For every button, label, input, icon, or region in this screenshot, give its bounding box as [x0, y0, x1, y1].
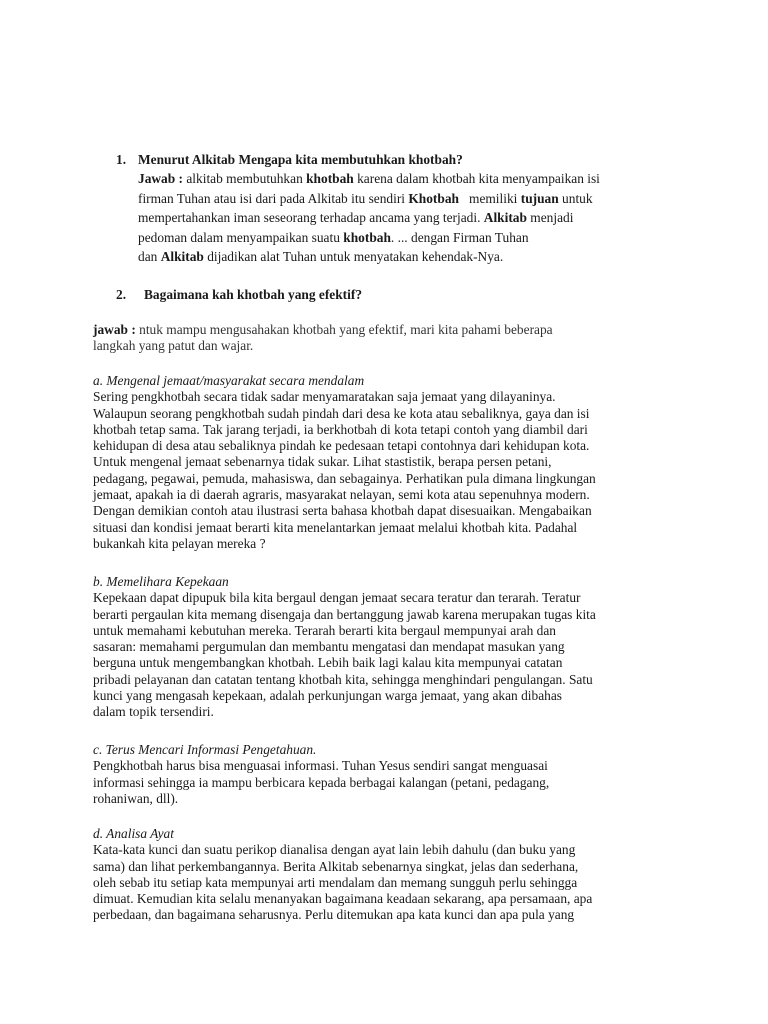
text: untuk: [558, 190, 593, 206]
paragraph-line: Kata-kata kunci dan suatu perikop dianalisa dengan ayat lain lebih dahulu (dan buku yang: [93, 842, 576, 858]
question-title: Bagaimana kah khotbah yang efektif?: [144, 287, 363, 302]
text: karena dalam khotbah kita menyampaikan isi: [353, 171, 600, 186]
paragraph-line: pribadi pelayanan dan catatan tentang khotbah kita, sehingga menghindari pengulangan. Satu: [93, 671, 593, 687]
section-heading: c. Terus Mencari Informasi Pengetahuan.: [93, 742, 317, 757]
section-body: [93, 389, 693, 552]
answer-line: [138, 208, 678, 228]
section-c: [93, 742, 693, 807]
answer-line: [138, 228, 678, 248]
paragraph-line: kehidupan di desa atau sebaliknya pindah ke pedesaan tetapi contohnya dari kehidupan kota.: [93, 438, 590, 454]
paragraph-line: berarti pergaulan kita memang disengaja dan bertanggung jawab karena merupakan tugas kita: [93, 606, 596, 622]
answer-label: Jawab :: [138, 171, 184, 186]
answer-1: [138, 169, 678, 267]
bold-term: Khotbah: [408, 190, 459, 206]
section-b: [93, 574, 693, 721]
paragraph-line: Untuk mengenal jemaat sebenarnya tidak sukar. Lihat stastistik, berapa persen petani,: [93, 454, 552, 470]
answer-2-intro: [93, 322, 693, 355]
paragraph-line: dalam topik tersendiri.: [93, 704, 214, 720]
answer-label: jawab :: [93, 322, 136, 337]
section-d: [93, 826, 693, 924]
paragraph-line: khotbah tetap sama. Tak jarang terjadi, ia berkhotbah di kota tetapi contoh yang diambil dari: [93, 421, 588, 437]
paragraph-line: Pengkhotbah harus bisa menguasai informasi. Tuhan Yesus sendiri sangat menguasai: [93, 758, 548, 774]
paragraph-line: bukankah kita pelayan mereka ?: [93, 535, 266, 551]
text: menjadi: [526, 210, 574, 225]
paragraph-line: dimuat. Kemudian kita selalu menanyakan bagaimana keadaan sekarang, apa persamaan, apa: [93, 891, 593, 907]
bold-term: khotbah: [343, 229, 391, 245]
question-number: 1.: [116, 152, 127, 167]
intro-line: [93, 322, 693, 338]
text: alkitab membutuhkan: [183, 171, 307, 186]
text: mempertahankan iman seseorang terhadap ancama yang terjadi.: [138, 210, 484, 225]
paragraph-line: untuk memahami kebutuhan mereka. Terarah berarti kita bergaul mempunyai arah dan: [93, 622, 556, 638]
paragraph-line: situasi dan kondisi jemaat berarti kita menelantarkan jemaat melalui khotbah kita. Padahal: [93, 519, 578, 535]
paragraph-line: Dengan demikian contoh atau ilustrasi serta bahasa khotbah dapat disesuaikan. Mengabaikan: [93, 503, 592, 519]
section-a: [93, 373, 693, 552]
paragraph-line: kunci yang mengasah kepekaan, adalah perkunjungan warga jemaat, yang akan dibahas: [93, 688, 562, 704]
paragraph-line: informasi sehingga ia mampu berbicara kepada berbagai kalangan (petani, pedagang,: [93, 774, 550, 790]
text: dijadikan alat Tuhan untuk menyatakan kehendak-Nya.: [203, 249, 504, 264]
paragraph-line: Kepekaan dapat dipupuk bila kita bergaul dengan jemaat secara teratur dan terarah. Teratur: [93, 590, 581, 606]
section-heading: b. Memelihara Kepekaan: [93, 574, 229, 589]
section-body: [93, 758, 693, 807]
answer-line: [138, 189, 678, 209]
text: pedoman dalam menyampaikan suatu: [138, 229, 344, 245]
section-heading: d. Analisa Ayat: [93, 826, 174, 841]
paragraph-line: sama) dan lihat perkembangannya. Berita Alkitab sebenarnya singkat, jelas dan sederhana,: [93, 858, 579, 874]
intro-line: langkah yang patut dan wajar.: [93, 338, 254, 354]
paragraph-line: jemaat, apakah ia di daerah agraris, masyarakat nelayan, semi kota atau sepenuhnya modern.: [93, 487, 590, 503]
section-heading: a. Mengenal jemaat/masyarakat secara mendalam: [93, 373, 365, 388]
paragraph-line: berguna untuk mengembangkan khotbah. Lebih baik lagi kalau kita mempunyai catatan: [93, 655, 563, 671]
paragraph-line: pedagang, pegawai, pemuda, mahasiswa, dan sebagainya. Perhatikan pula dimana lingkungan: [93, 470, 596, 486]
text: firman Tuhan atau isi dari pada Alkitab itu sendiri: [138, 190, 409, 206]
question-number: 2.: [116, 287, 127, 302]
paragraph-line: oleh sebab itu setiap kata mempunyai arti mendalam dan memang sungguh perlu sehingga: [93, 874, 578, 890]
paragraph-line: Walaupun seorang pengkhotbah sudah pindah dari desa ke kota atau sebaliknya, gaya dan isi: [93, 405, 590, 421]
text: memiliki: [458, 190, 521, 206]
bold-term: khotbah: [306, 171, 354, 186]
answer-line: [138, 169, 678, 189]
text: ntuk mampu mengusahakan khotbah yang efektif, mari kita pahami beberapa: [135, 322, 553, 337]
question-title: Menurut Alkitab Mengapa kita membutuhkan khotbah?: [138, 152, 463, 167]
paragraph-line: Sering pengkhotbah secara tidak sadar menyamaratakan saja jemaat yang dilayaninya.: [93, 389, 556, 405]
text: dan: [138, 249, 161, 264]
section-body: [93, 590, 693, 720]
section-body: [93, 842, 693, 923]
bold-term: Alkitab: [160, 249, 204, 264]
bold-term: tujuan: [520, 190, 559, 206]
paragraph-line: perbedaan, dan bagaimana seharusnya. Perlu ditemukan apa kata kunci dan apa pula yang: [93, 907, 575, 923]
paragraph-line: rohaniwan, dll).: [93, 790, 179, 806]
text: . ... dengan Firman Tuhan: [390, 229, 529, 245]
answer-line: [138, 247, 678, 267]
bold-term: Alkitab: [483, 210, 527, 225]
paragraph-line: sasaran: memahami pergumulan dan membantu mengatasi dan mendapat masukan yang: [93, 639, 565, 655]
